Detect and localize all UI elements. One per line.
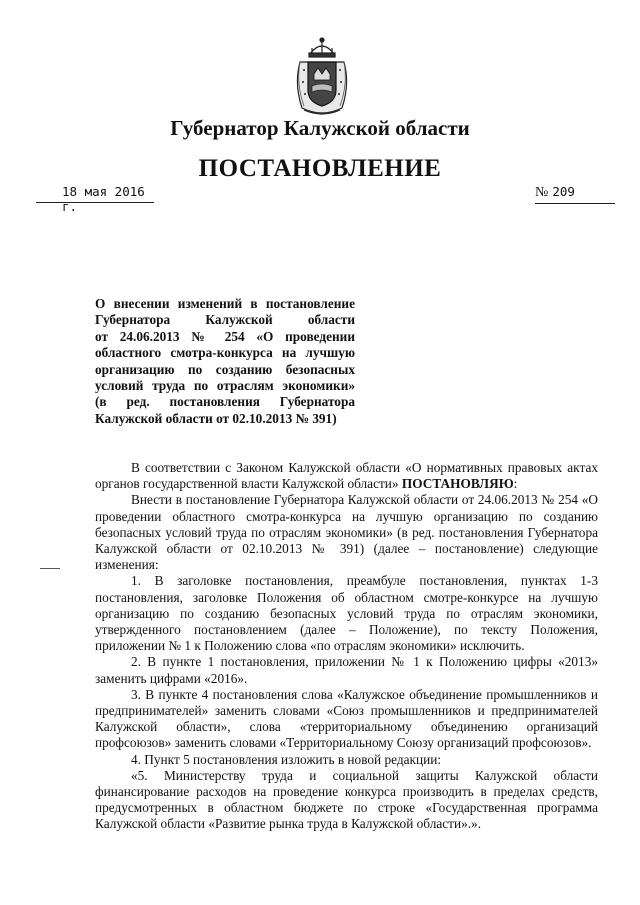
item-5-paragraph: «5. Министерству труда и социальной защиты Калужской области финансирование расходов на проведение конкурса производить в пределах средств, предусмотренных в областном бюджете по строке «Государственная программа Калужской области «Развитие рынка труда в Калужской области».». (95, 767, 598, 832)
preamble-text: В соответствии с Законом Калужской области «О нормативных правовых актах органов государственной власти Калужской области» (95, 460, 598, 492)
subject-line: организацию по созданию безопасных (95, 361, 355, 377)
subject-line: Губернатора Калужской области (95, 312, 355, 328)
number-sign: № (535, 185, 549, 200)
document-number-field (535, 184, 615, 204)
subject-line: от 24.06.2013 № 254 «О проведении (95, 328, 355, 344)
item-1-paragraph: 1. В заголовке постановления, преамбуле постановления, пунктах 1-3 постановления, заголовке Положения об областном смотре-конкурсе на лучшую организацию по созданию безопасных условий труда по отраслям экономики, утвержденного постановлением (далее – Положение), по тексту Положения, приложении № 1 к Положению слова «по отраслям экономики» исключить. (95, 573, 598, 654)
coat-of-arms-icon (290, 34, 354, 118)
document-type-title: ПОСТАНОВЛЕНИЕ (198, 155, 442, 182)
document-date: 18 мая 2016 г. (62, 184, 145, 214)
subject-line: условий труда по отраслям экономики» (95, 378, 355, 394)
document-number: 209 (552, 184, 575, 199)
decree-colon: : (513, 476, 518, 492)
item-3-paragraph: 3. В пункте 4 постановления слова «Калужское объединение промышленников и предпринимателей» заменить словами «Союз промышленников и предпринимателей Калужской области», слова «территориальному объединению организаций профсоюзов» заменить словами «Территориальному Союзу организаций профсоюзов». (95, 686, 598, 751)
document-subject (95, 296, 355, 427)
intro-paragraph: Внести в постановление Губернатора Калужской области от 24.06.2013 № 254 «О проведении областного смотра-конкурса на лучшую организацию по созданию безопасных условий труда по отраслям экономики» (в ред. постановления Губернатора Калужской области от 02.10.2013 № 391) (далее – постановление) следующие изменения: (95, 492, 598, 573)
subject-line: (в ред. постановления Губернатора (95, 394, 355, 410)
decree-word: ПОСТАНОВЛЯЮ (401, 476, 514, 492)
margin-mark (40, 568, 60, 569)
document-date-field (36, 184, 154, 214)
subject-line: областного смотра-конкурса на лучшую (95, 345, 355, 361)
item-2-paragraph: 2. В пункте 1 постановления, приложении № 1 к Положению цифры «2013» заменить цифрами «2016». (95, 654, 598, 686)
subject-line: О внесении изменений в постановление (95, 296, 355, 311)
preamble-paragraph (95, 460, 598, 492)
document-body (95, 460, 598, 833)
item-4-paragraph: 4. Пункт 5 постановления изложить в новой редакции: (131, 751, 442, 767)
subject-line: Калужской области от 02.10.2013 № 391) (95, 410, 337, 426)
issuer-title: Губернатор Калужской области (170, 116, 470, 140)
